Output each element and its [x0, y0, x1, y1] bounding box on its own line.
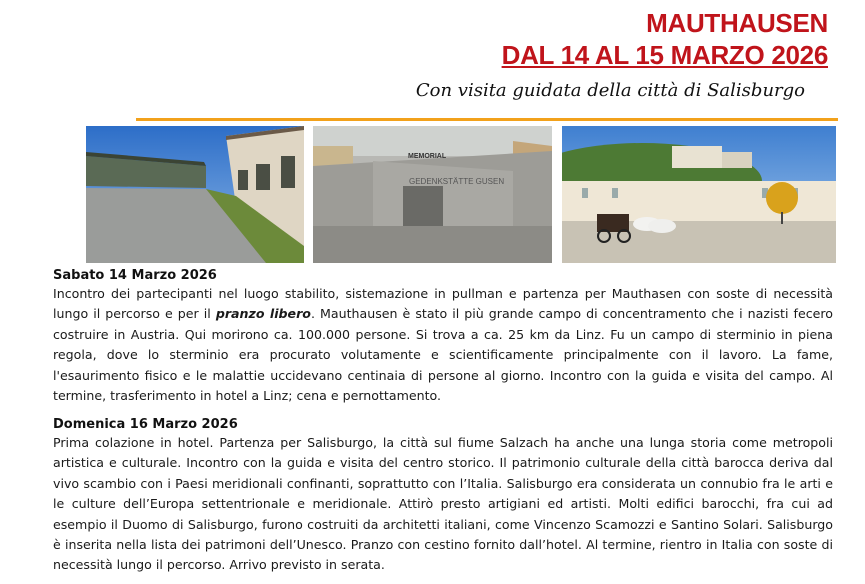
- orange-rule: [136, 118, 838, 121]
- day1-heading: Sabato 14 Marzo 2026: [53, 268, 217, 283]
- day1-text: Incontro dei partecipanti nel luogo stabilito, sistemazione in pullman e partenza per Mauthasen con soste di necessità lungo il percorso e per il pranzo libero. Mauthausen è stato il più grande campo di concentramento che i nazisti fecero costruire in Austria. Qui morirono ca. 100.000 persone. Si trova a ca. 25 km da Linz. Fu un campo di sterminio in piena regola, dove lo sterminio era procurato volutamente e scientificamente principalmente con il lavoro. La fame, l'esaurimento fisico e le malattie uccidevano centinaia di persone al giorno. Incontro con la guida e visita del campo. Al termine, trasferimento in hotel a Linz; cena e pernottamento.: [53, 286, 833, 404]
- photo-salzburg: [562, 126, 836, 263]
- subtitle-salisburgo: Con visita guidata della città di Salisburgo: [415, 80, 805, 101]
- day1-pranzo-libero: pranzo libero: [215, 306, 311, 322]
- title-mauthausen: MAUTHAUSEN: [646, 8, 828, 38]
- title-dates: DAL 14 AL 15 MARZO 2026: [501, 40, 828, 70]
- memorial-sign: GEDENKSTÄTTE GUSEN: [409, 177, 505, 186]
- photo-camp-barracks: [86, 126, 304, 263]
- day2-text: Prima colazione in hotel. Partenza per Salisburgo, la città sul fiume Salzach ha anche una lunga storia come metropoli artistica e culturale. Incontro con la guida e visita del centro storico. Il patrimonio culturale della città barocca deriva dal vivo scambio con i Paesi meridionali confinanti, soprattutto con l’Italia. Salisburgo era considerata un connubio fra le arti e le culture dell’Europa settentrionale e meridionale. Attirò presto artigiani ed artisti. Molti edifici barocchi, fra cui ad esempio il Duomo di Salisburgo, furono costruiti da architetti italiani, come Vincenzo Scamozzi e Santino Solari. Salisburgo è inserita nella lista dei patrimoni dell’Unesco. Pranzo con cestino fornito dall’hotel. Al termine, rientro in Italia con soste di necessità lungo il percorso. Arrivo previsto in serata.: [53, 435, 833, 573]
- photo-memorial: [313, 126, 552, 263]
- memorial-sign-top: MEMORIAL: [408, 153, 447, 160]
- day2-heading: Domenica 16 Marzo 2026: [53, 417, 238, 432]
